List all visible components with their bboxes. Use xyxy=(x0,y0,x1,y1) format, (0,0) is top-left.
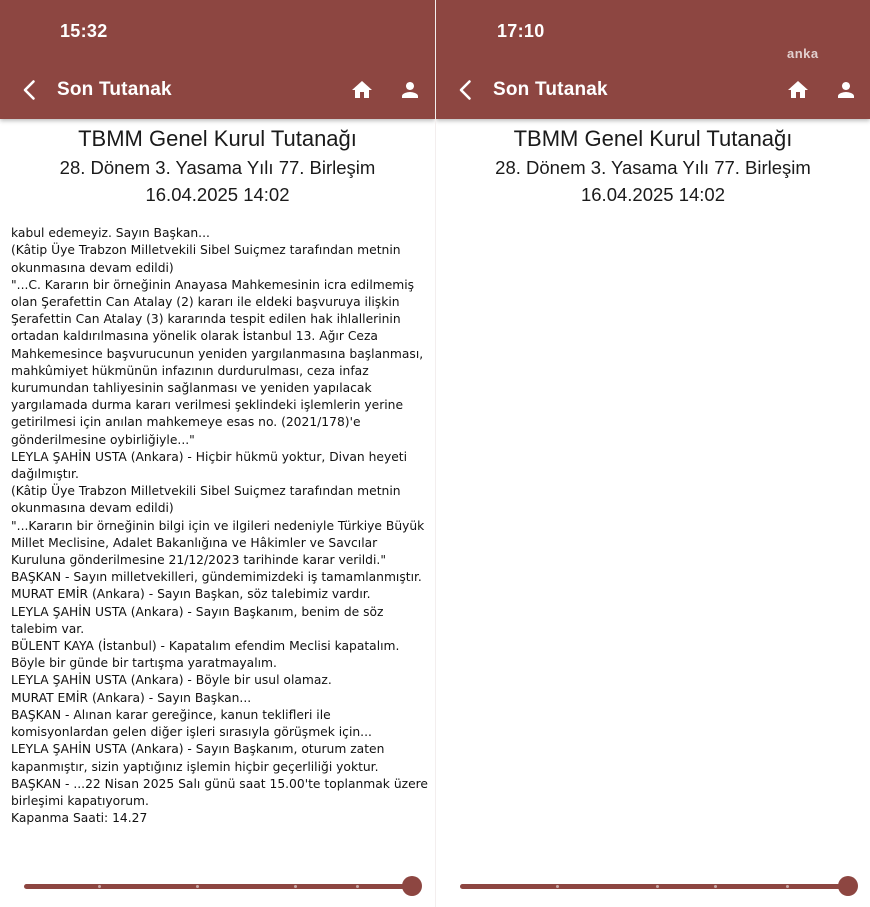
right-screenshot xyxy=(436,0,870,907)
page-slider[interactable] xyxy=(24,876,420,898)
news-agency-watermark: anka xyxy=(787,46,819,61)
session-datetime: 16.04.2025 14:02 xyxy=(145,184,290,205)
slider-tick xyxy=(98,885,101,888)
transcript-text xyxy=(11,225,429,827)
slider-thumb[interactable] xyxy=(402,876,422,896)
status-bar-time: 17:10 xyxy=(497,21,545,41)
transcript-paragraph: BÜLENT KAYA (İstanbul) - Kapatalım efendim Meclisi kapatalım. Böyle bir günde bir tartışma yaratmayalım. xyxy=(11,639,400,671)
app-bar-title: Son Tutanak xyxy=(493,79,608,100)
session-info: 28. Dönem 3. Yasama Yılı 77. Birleşim xyxy=(495,157,811,178)
slider-tick xyxy=(786,885,789,888)
transcript-paragraph: BAŞKAN - Alınan karar gereğince, kanun teklifleri ile komisyonlardan gelen diğer işleri sırasıyla görüşmek için... xyxy=(11,707,372,740)
document-header xyxy=(436,124,870,208)
transcript-paragraph: BAŞKAN - Sayın milletvekilleri, gündemimizdeki iş tamamlanmıştır. xyxy=(11,570,422,585)
page-slider[interactable] xyxy=(460,876,856,898)
person-icon xyxy=(398,78,422,102)
app-bar-title: Son Tutanak xyxy=(57,79,172,100)
chevron-left-icon xyxy=(454,78,478,102)
person-icon xyxy=(834,78,858,102)
chevron-left-icon xyxy=(18,78,42,102)
session-info: 28. Dönem 3. Yasama Yılı 77. Birleşim xyxy=(59,157,376,178)
slider-tick xyxy=(556,885,559,888)
home-button[interactable] xyxy=(350,78,374,102)
transcript-paragraph: Kapanma Saati: 14.27 xyxy=(11,811,148,826)
transcript-scroll-area[interactable] xyxy=(447,200,865,852)
transcript-paragraph: "...Kararın bir örneğinin bilgi için ve ilgileri nedeniyle Türkiye Büyük Millet Meclisine, Adalet Bakanlığına ve Hâkimler ve Savcılar Kuruluna gönderilmesine 21/12/2023 tarihinde karar verildi." xyxy=(11,518,425,568)
profile-button[interactable] xyxy=(834,78,858,102)
app-bar xyxy=(436,0,870,119)
back-button[interactable] xyxy=(18,78,42,102)
slider-tick xyxy=(656,885,659,888)
transcript-paragraph: kabul edemeyiz. Sayın Başkan... xyxy=(11,226,210,241)
document-title: TBMM Genel Kurul Tutanağı xyxy=(513,126,793,151)
slider-thumb[interactable] xyxy=(838,876,858,896)
session-datetime: 16.04.2025 14:02 xyxy=(580,184,726,205)
home-icon xyxy=(350,78,374,102)
profile-button[interactable] xyxy=(398,78,422,102)
document-header xyxy=(0,124,435,208)
transcript-scroll-area[interactable] xyxy=(11,200,429,852)
slider-track[interactable] xyxy=(24,884,420,889)
document-title: TBMM Genel Kurul Tutanağı xyxy=(78,126,357,151)
transcript-paragraph: LEYLA ŞAHİN USTA (Ankara) - Böyle bir usul olamaz. xyxy=(11,673,332,688)
slider-tick xyxy=(356,885,359,888)
slider-tick xyxy=(294,885,297,888)
status-bar-time: 15:32 xyxy=(60,21,108,41)
transcript-paragraph: (Kâtip Üye Trabzon Milletvekili Sibel Suiçmez tarafından metnin okunmasına devam edildi) xyxy=(11,243,401,275)
transcript-paragraph: "...C. Kararın bir örneğinin Anayasa Mahkemesinin icra edilmemiş olan Şerafettin Can Atalay (2) kararı ile eldeki başvuruya ilişkin Şerafettin Can Atalay (3) kararında tespit edilen hak ihlallerinin ortadan kaldırılmasına yönelik olarak İstanbul 13. Ağır Ceza Mahkemesince başvurucunun yeniden yargılanmasına başlanması, mahkûmiyet hükmünün infazının durdurulması, ceza infaz kurumundan tahliyesinin sağlanması ve yeniden yapılacak yargılamada durma kararı verilmesi şeklindeki işlemlerin yerine getirilmesi için anılan mahkemeye esas no. (2021/178)'e gönderilmesine oybirliğiyle..." xyxy=(11,277,424,447)
home-button[interactable] xyxy=(786,78,810,102)
back-button[interactable] xyxy=(454,78,478,102)
slider-tick xyxy=(714,885,717,888)
transcript-paragraph: MURAT EMİR (Ankara) - Sayın Başkan, söz talebimiz vardır. xyxy=(11,587,371,602)
transcript-paragraph: MURAT EMİR (Ankara) - Sayın Başkan... xyxy=(11,690,252,705)
home-icon xyxy=(786,78,810,102)
transcript-paragraph: (Kâtip Üye Trabzon Milletvekili Sibel Suiçmez tarafından metnin okunmasına devam edildi) xyxy=(11,484,401,516)
app-bar xyxy=(0,0,435,119)
transcript-paragraph: BAŞKAN - ...22 Nisan 2025 Salı günü saat 15.00'te toplanmak üzere birleşimi kapatıyorum. xyxy=(11,776,428,808)
slider-tick xyxy=(196,885,199,888)
transcript-paragraph: LEYLA ŞAHİN USTA (Ankara) - Sayın Başkanım, benim de söz talebim var. xyxy=(11,604,384,636)
transcript-paragraph: LEYLA ŞAHİN USTA (Ankara) - Hiçbir hükmü yoktur, Divan heyeti dağılmıştır. xyxy=(11,449,408,482)
transcript-paragraph: LEYLA ŞAHİN USTA (Ankara) - Sayın Başkanım, oturum zaten kapanmıştır, sizin yaptığınız işlemin hiçbir geçerliliği yoktur. xyxy=(11,742,385,774)
